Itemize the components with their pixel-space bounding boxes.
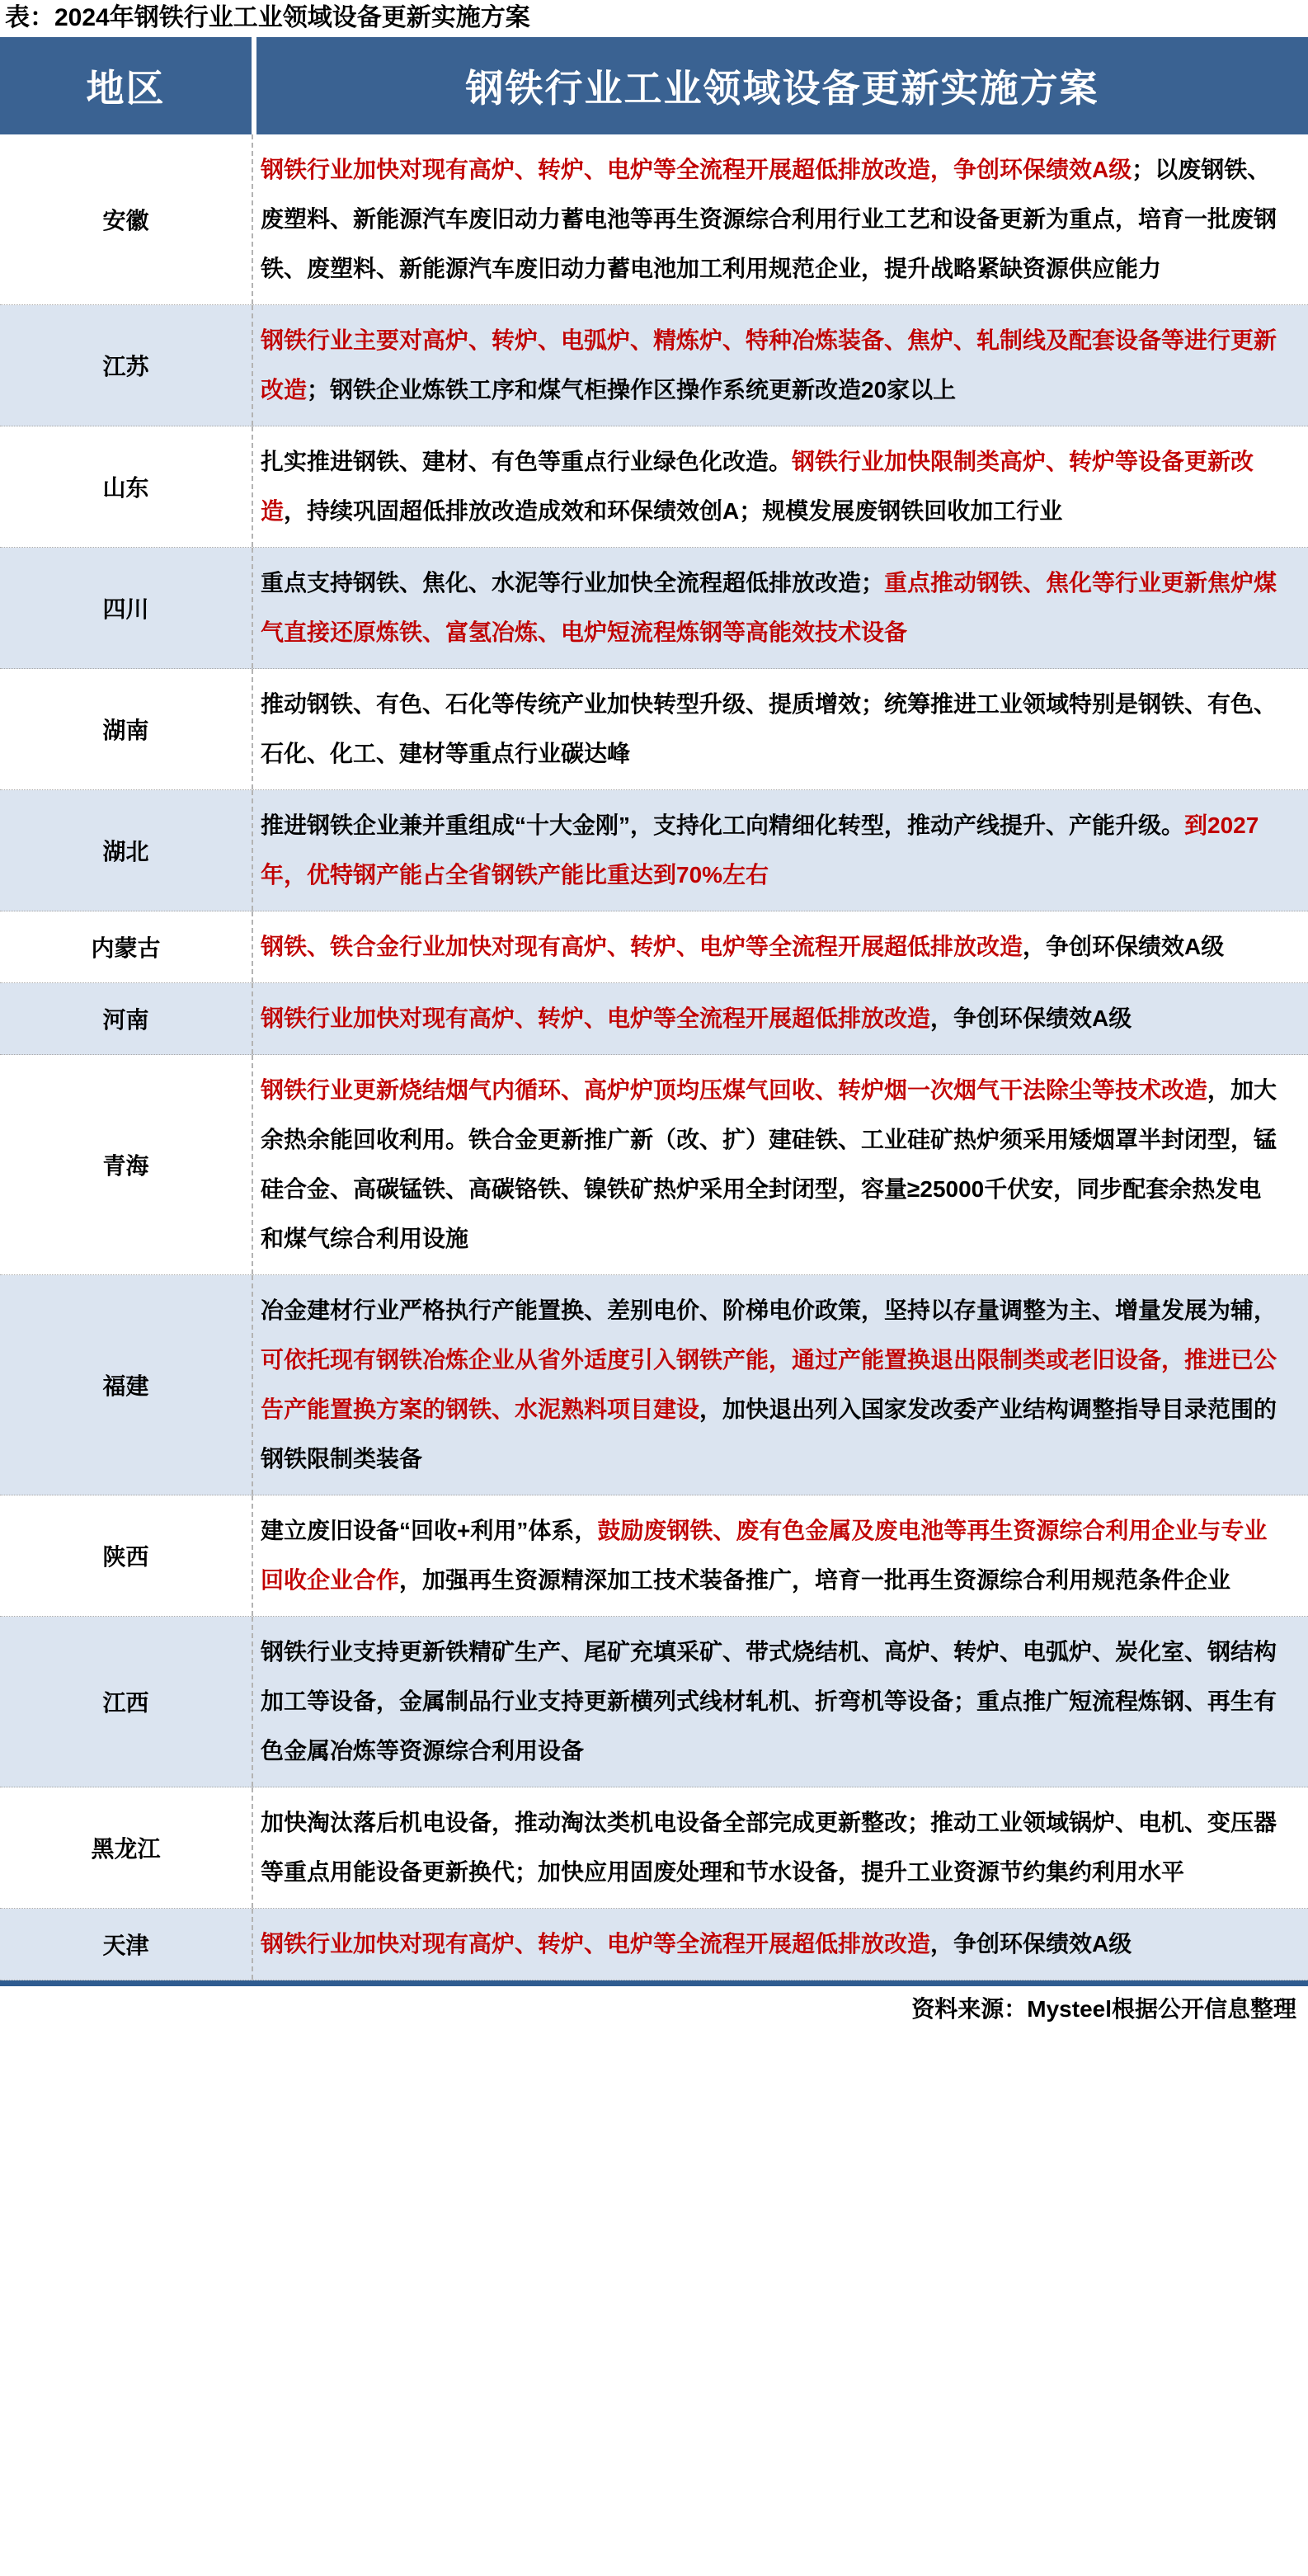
plan-text-segment: ，争创环保绩效A级 bbox=[930, 1005, 1132, 1031]
plan-text-segment: 推动钢铁、有色、石化等传统产业加快转型升级、提质增效；统筹推进工业领域特别是钢铁、有色、石化、化工、建材等重点行业碳达峰 bbox=[261, 691, 1277, 766]
plan-text-segment: ，争创环保绩效A级 bbox=[930, 1931, 1132, 1957]
region-cell: 江西 bbox=[102, 1690, 149, 1716]
plan-text-segment: 钢铁行业加快对现有高炉、转炉、电炉等全流程开展超低排放改造 bbox=[261, 1931, 931, 1957]
plan-cell bbox=[252, 983, 1308, 1054]
plan-text-segment: ；钢铁企业炼铁工序和煤气柜操作区操作系统更新改造20家以上 bbox=[307, 377, 957, 403]
plan-cell bbox=[252, 426, 1308, 547]
plan-text-segment: 钢铁行业加快对现有高炉、转炉、电炉等全流程开展超低排放改造，争创环保绩效A级 bbox=[261, 157, 1132, 182]
plan-table bbox=[0, 37, 1308, 1980]
plan-text-segment: 加快淘汰落后机电设备，推动淘汰类机电设备全部完成更新整改；推动工业领域锅炉、电机、变压器等重点用能设备更新换代；加快应用固废处理和节水设备，提升工业资源节约集约利用水平 bbox=[261, 1810, 1277, 1885]
region-cell: 河南 bbox=[102, 1007, 149, 1033]
region-cell: 内蒙古 bbox=[91, 935, 161, 961]
region-cell: 天津 bbox=[102, 1933, 149, 1958]
table-header-row bbox=[0, 37, 1308, 134]
plan-cell bbox=[252, 790, 1308, 911]
table-row bbox=[0, 305, 1308, 426]
plan-text-segment: 钢铁行业更新烧结烟气内循环、高炉炉顶均压煤气回收、转炉烟一次烟气干法除尘等技术改造 bbox=[261, 1077, 1208, 1103]
plan-cell bbox=[252, 548, 1308, 668]
region-cell: 安徽 bbox=[102, 208, 149, 233]
region-cell: 福建 bbox=[102, 1373, 149, 1399]
plan-cell bbox=[252, 1909, 1308, 1980]
table-row bbox=[0, 983, 1308, 1055]
plan-cell bbox=[252, 134, 1308, 304]
region-cell: 陕西 bbox=[102, 1544, 149, 1570]
table-row bbox=[0, 1617, 1308, 1787]
plan-cell bbox=[252, 1275, 1308, 1495]
table-row bbox=[0, 1787, 1308, 1909]
region-cell: 江苏 bbox=[102, 354, 149, 379]
plan-cell bbox=[252, 1617, 1308, 1787]
plan-text-segment: 钢铁行业加快限制类高炉、转炉等设备更新改造 bbox=[261, 449, 1254, 524]
plan-cell bbox=[252, 911, 1308, 982]
region-cell: 湖北 bbox=[102, 839, 149, 864]
plan-text-segment: ，持续巩固超低排放改造成效和环保绩效创A；规模发展废钢铁回收加工行业 bbox=[284, 498, 1063, 524]
plan-text-segment: 推进钢铁企业兼并重组成“十大金刚”，支持化工向精细化转型，推动产线提升、产能升级。 bbox=[261, 812, 1185, 838]
region-cell: 四川 bbox=[102, 596, 149, 622]
plan-text-segment: ；以废钢铁、废塑料、新能源汽车废旧动力蓄电池等再生资源综合利用行业工艺和设备更新为重点，培育一批废钢铁、废塑料、新能源汽车废旧动力蓄电池加工利用规范企业，提升战略紧缺资源供应能力 bbox=[261, 157, 1277, 281]
region-cell: 黑龙江 bbox=[91, 1836, 161, 1862]
region-cell: 青海 bbox=[102, 1153, 149, 1179]
header-cell-region: 地区 bbox=[0, 37, 256, 134]
plan-text-segment: ，加快退出列入国家发改委产业结构调整指导目录范围的钢铁限制类装备 bbox=[261, 1396, 1277, 1472]
plan-text-segment: 冶金建材行业严格执行产能置换、差别电价、阶梯电价政策，坚持以存量调整为主、增量发展为辅， bbox=[261, 1297, 1277, 1323]
table-row bbox=[0, 911, 1308, 983]
bottom-accent-bar bbox=[0, 1980, 1308, 1986]
plan-text-segment: 钢铁行业主要对高炉、转炉、电弧炉、精炼炉、特种冶炼装备、焦炉、轧制线及配套设备等进行更新改造 bbox=[261, 327, 1277, 403]
plan-cell bbox=[252, 1055, 1308, 1274]
table-row bbox=[0, 134, 1308, 305]
plan-text-segment: 鼓励废钢铁、废有色金属及废电池等再生资源综合利用企业与专业回收企业合作 bbox=[261, 1518, 1268, 1593]
header-cell-plan: 钢铁行业工业领域设备更新实施方案 bbox=[465, 68, 1099, 110]
table-body bbox=[0, 134, 1308, 1980]
table-row bbox=[0, 1275, 1308, 1495]
plan-text-segment: 钢铁、铁合金行业加快对现有高炉、转炉、电炉等全流程开展超低排放改造 bbox=[261, 934, 1023, 959]
table-caption: 表：2024年钢铁行业工业领域设备更新实施方案 bbox=[5, 4, 530, 31]
plan-text-segment: 钢铁行业加快对现有高炉、转炉、电炉等全流程开展超低排放改造 bbox=[261, 1005, 931, 1031]
table-row bbox=[0, 1909, 1308, 1980]
plan-text-segment: 可依托现有钢铁冶炼企业从省外适度引入钢铁产能，通过产能置换退出限制类或老旧设备，推进已公告产能置换方案的钢铁、水泥熟料项目建设 bbox=[261, 1347, 1277, 1422]
region-cell: 山东 bbox=[102, 475, 149, 501]
plan-cell bbox=[252, 1787, 1308, 1908]
source-note: 资料来源：Mysteel根据公开信息整理 bbox=[911, 1996, 1296, 2022]
table-row bbox=[0, 790, 1308, 911]
plan-text-segment: ，加强再生资源精深加工技术装备推广，培育一批再生资源综合利用规范条件企业 bbox=[399, 1567, 1231, 1593]
plan-text-segment: ，加大余热余能回收利用。铁合金更新推广新（改、扩）建硅铁、工业硅矿热炉须采用矮烟罩半封闭型，锰硅合金、高碳锰铁、高碳铬铁、镍铁矿热炉采用全封闭型，容量≥25000千伏安，同步配套余热发电和煤气综合利用设施 bbox=[261, 1077, 1277, 1251]
plan-text-segment: 重点支持钢铁、焦化、水泥等行业加快全流程超低排放改造； bbox=[261, 570, 885, 596]
plan-text-segment: 到2027年，优特钢产能占全省钢铁产能比重达到70%左右 bbox=[261, 812, 1259, 888]
table-row bbox=[0, 548, 1308, 669]
table-row bbox=[0, 1055, 1308, 1275]
plan-cell bbox=[252, 1495, 1308, 1616]
plan-text-segment: 建立废旧设备“回收+利用”体系， bbox=[261, 1518, 598, 1543]
plan-text-segment: 扎实推进钢铁、建材、有色等重点行业绿色化改造。 bbox=[261, 449, 793, 474]
plan-text-segment: 重点推动钢铁、焦化等行业更新焦炉煤气直接还原炼铁、富氢冶炼、电炉短流程炼钢等高能效技术设备 bbox=[261, 570, 1277, 645]
plan-text-segment: 钢铁行业支持更新铁精矿生产、尾矿充填采矿、带式烧结机、高炉、转炉、电弧炉、炭化室、钢结构加工等设备，金属制品行业支持更新横列式线材轧机、折弯机等设备；重点推广短流程炼钢、再生有色金属冶炼等资源综合利用设备 bbox=[261, 1639, 1277, 1764]
table-row bbox=[0, 426, 1308, 548]
table-row bbox=[0, 669, 1308, 790]
plan-cell bbox=[252, 669, 1308, 789]
region-cell: 湖南 bbox=[102, 718, 149, 743]
table-row bbox=[0, 1495, 1308, 1617]
plan-cell bbox=[252, 305, 1308, 426]
plan-text-segment: ，争创环保绩效A级 bbox=[1023, 934, 1225, 959]
